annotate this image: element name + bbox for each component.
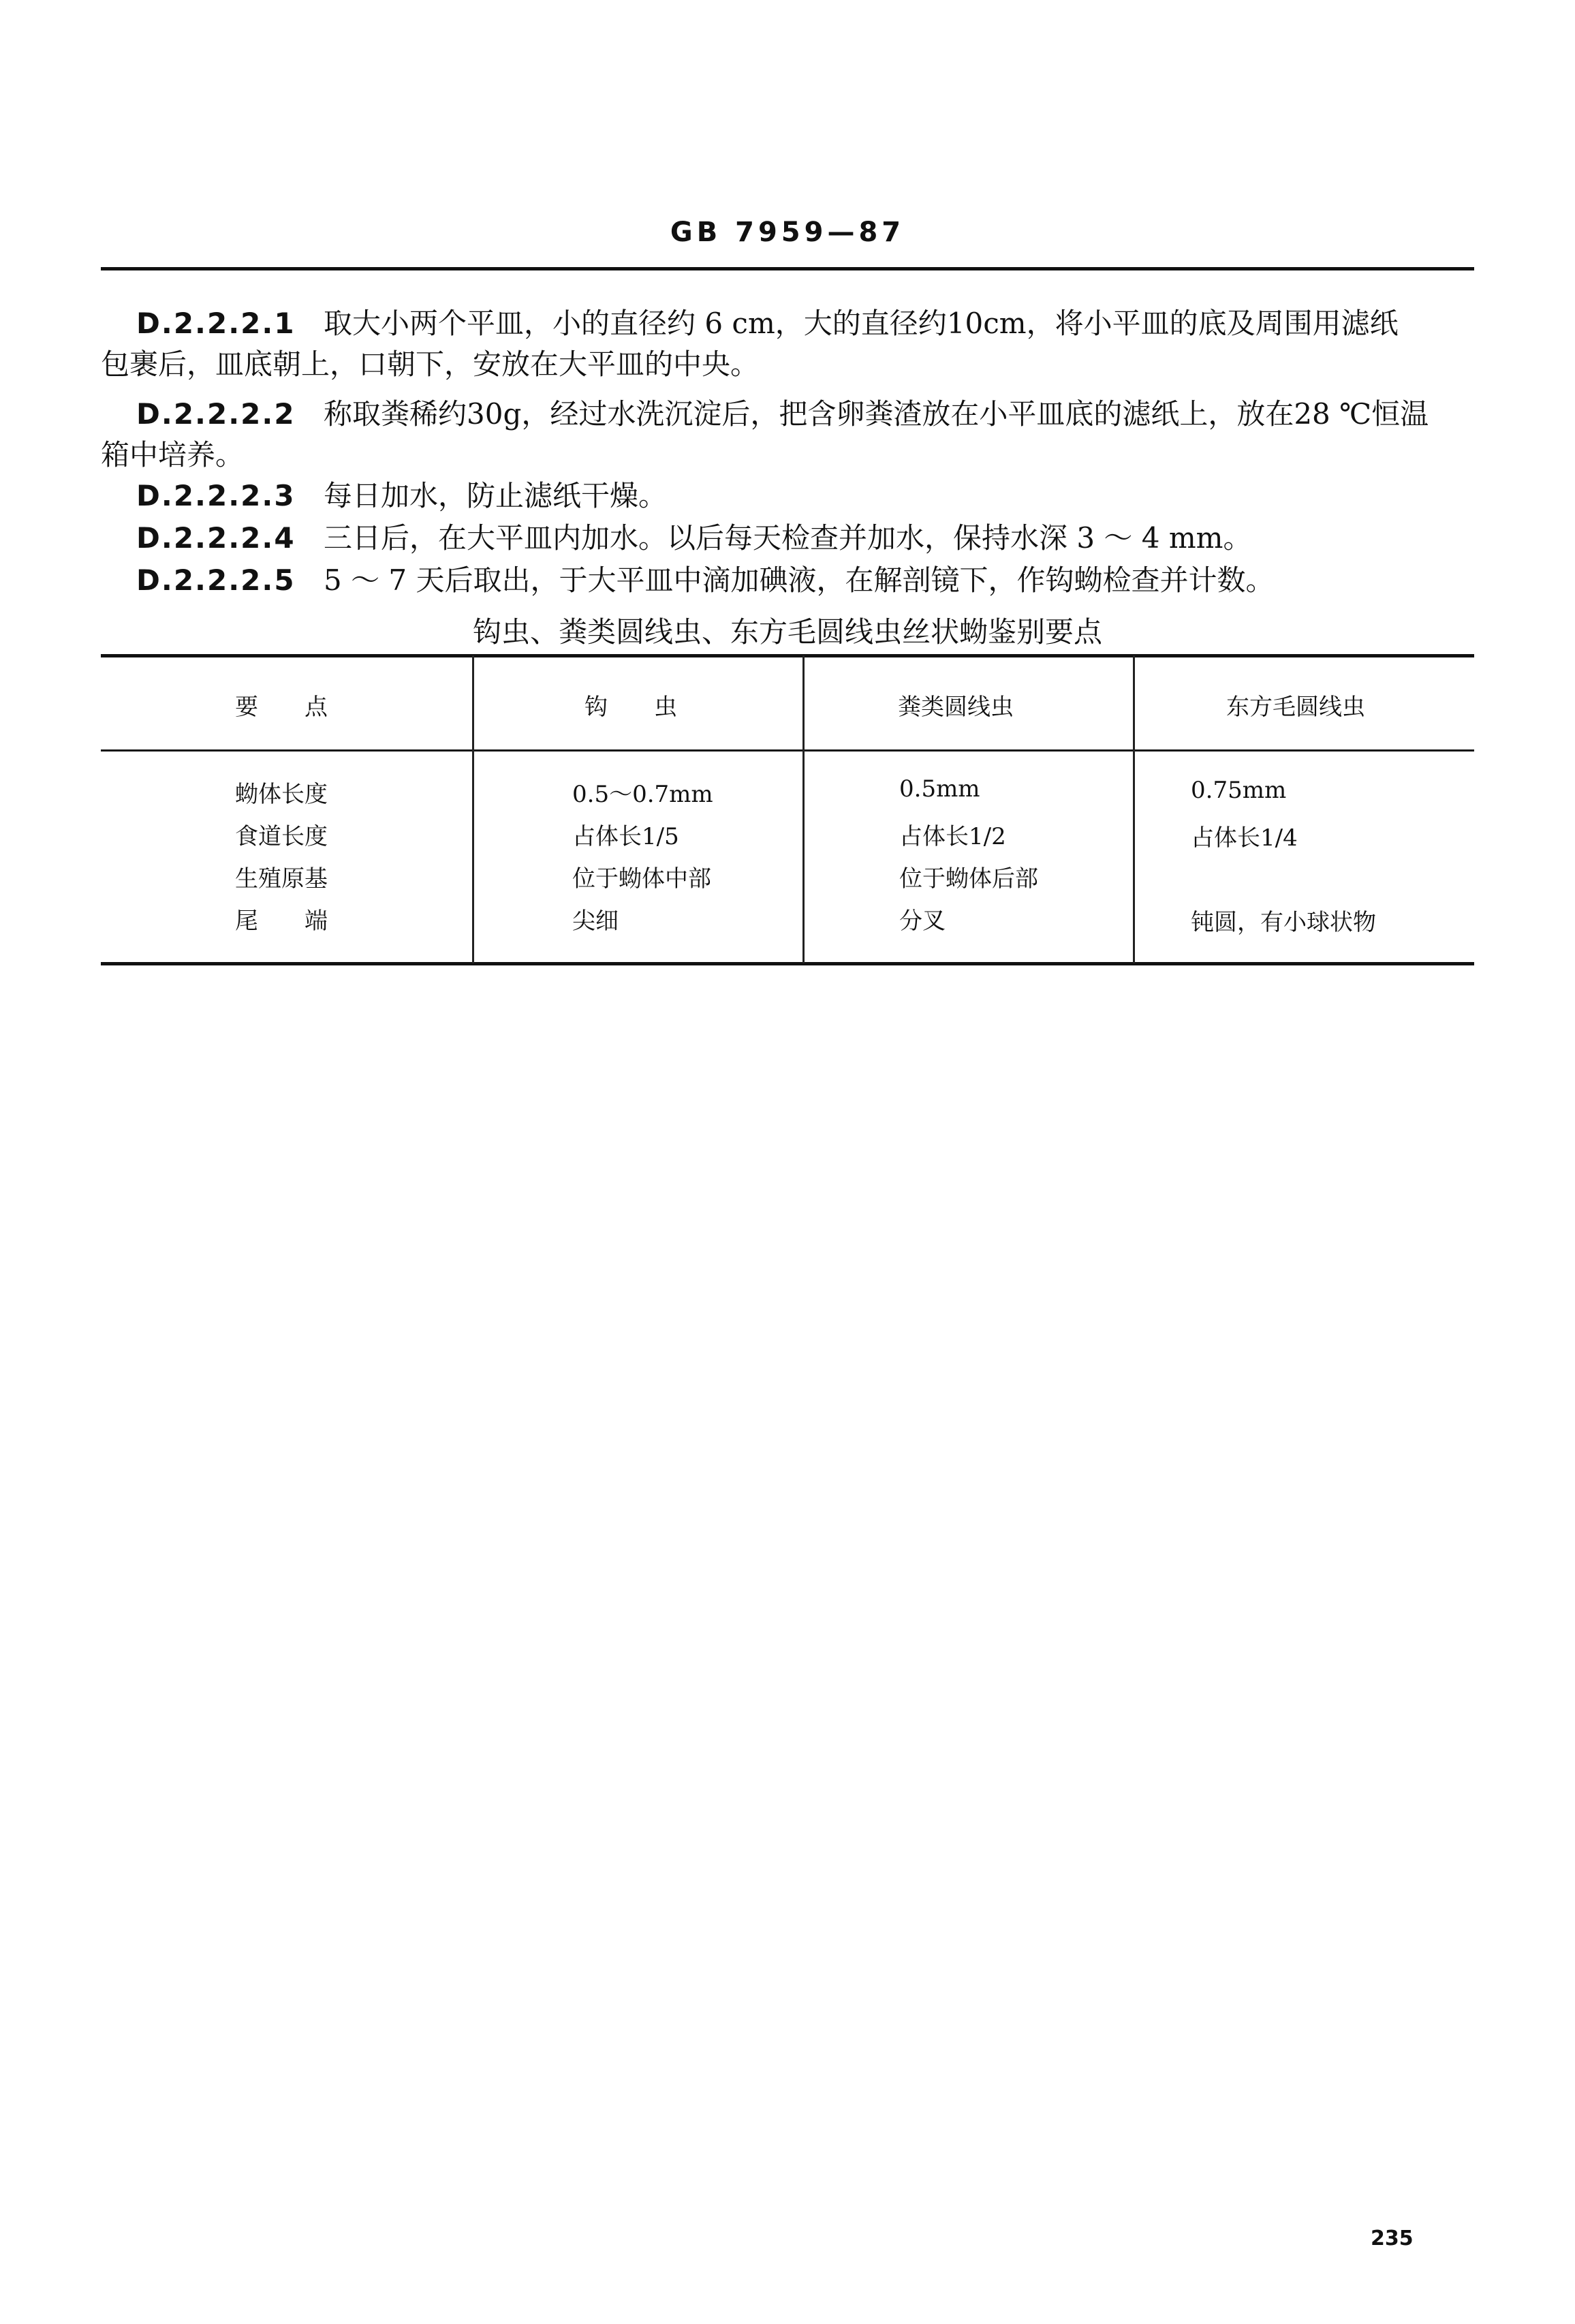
- clause-text: 称取粪稀约30g，经过水洗沉淀后，把含卵粪渣放在小平皿底的滤纸上，放在28 ℃恒温: [324, 397, 1429, 431]
- clause-1-continuation: [101, 344, 1474, 385]
- column-header-strongyloides: 粪类圆线虫: [898, 694, 1014, 721]
- clause-1: [101, 303, 1474, 344]
- table-cell: 占体长1/5: [572, 823, 679, 850]
- table-cell: 钝圆，有小球状物: [1191, 909, 1376, 936]
- table-cell: 占体长1/2: [899, 823, 1006, 850]
- table-cell: 0.5～0.7mm: [572, 781, 713, 808]
- table-cell: 0.75mm: [1191, 777, 1287, 804]
- table-cell: 生殖原基: [235, 865, 328, 893]
- document-code: GB 7959—87: [670, 217, 905, 248]
- clause-number: D.2.2.2.5: [136, 563, 296, 597]
- clause-text: 包裹后，皿底朝上，口朝下，安放在大平皿的中央。: [101, 347, 760, 381]
- clause-4: [101, 518, 1474, 559]
- table-cell: 位于蚴体中部: [572, 865, 711, 893]
- clause-text: 5 ～ 7 天后取出，于大平皿中滴加碘液，在解剖镜下，作钩蚴检查并计数。: [324, 563, 1275, 597]
- clause-text: 取大小两个平皿，小的直径约 6 cm，大的直径约10cm，将小平皿的底及周围用滤纸: [324, 307, 1399, 340]
- clause-text: 每日加水，防止滤纸干燥。: [324, 479, 668, 512]
- clause-number: D.2.2.2.2: [136, 397, 296, 431]
- table-cell: 位于蚴体后部: [899, 865, 1038, 893]
- clause-number: D.2.2.2.1: [136, 307, 296, 340]
- column-header-hookworm: 钩 虫: [584, 694, 677, 721]
- table-cell: 食道长度: [235, 823, 328, 850]
- clause-number: D.2.2.2.3: [136, 479, 296, 512]
- table-top-rule: [101, 654, 1474, 657]
- clause-text: 三日后，在大平皿内加水。以后每天检查并加水，保持水深 3 ～ 4 mm。: [324, 521, 1252, 555]
- clause-number: D.2.2.2.4: [136, 521, 296, 555]
- table-bottom-rule: [101, 962, 1474, 965]
- table-cell: 蚴体长度: [235, 781, 328, 808]
- table-caption: 钩虫、粪类圆线虫、东方毛圆线虫丝状蚴鉴别要点: [472, 615, 1102, 649]
- table-cell: 分叉: [899, 908, 946, 935]
- column-divider: [802, 655, 805, 963]
- clause-2: [101, 394, 1474, 435]
- page-number: 235: [1371, 2227, 1414, 2250]
- table-cell: 尾 端: [235, 908, 328, 935]
- table-cell: 0.5mm: [899, 775, 980, 803]
- column-header-key-point: 要 点: [235, 694, 328, 721]
- column-divider: [472, 655, 474, 963]
- column-divider: [1133, 655, 1135, 963]
- clause-5: [101, 560, 1474, 601]
- table-cell: 尖细: [572, 908, 619, 935]
- header-rule: [101, 267, 1474, 270]
- clause-2-continuation: [101, 435, 1474, 476]
- clause-3: [101, 476, 1474, 516]
- column-header-trichostrongylus: 东方毛圆线虫: [1226, 694, 1365, 721]
- table-header-rule: [101, 749, 1474, 752]
- clause-text: 箱中培养。: [101, 438, 245, 471]
- table-cell: 占体长1/4: [1191, 824, 1298, 852]
